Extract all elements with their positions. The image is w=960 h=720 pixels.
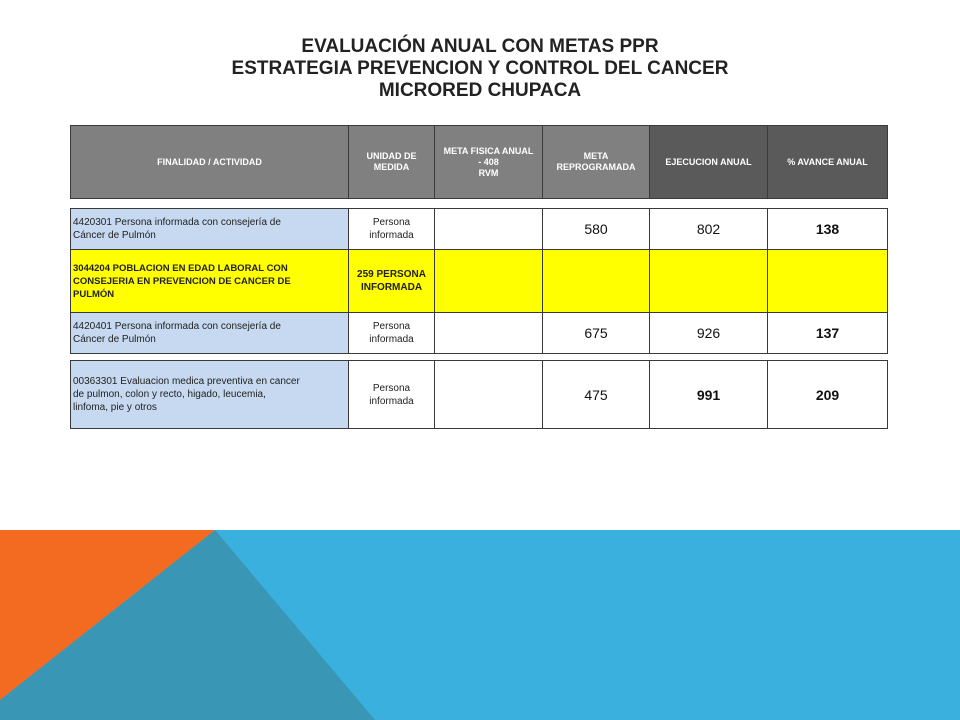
row-meta-fisica [435,361,543,429]
header-ejecucion: EJECUCION ANUAL [650,126,768,199]
row-meta-reprogramada: 580 [543,209,650,250]
row-description: 4420301 Persona informada con consejería de Cáncer de Pulmón [71,209,349,250]
data-table-block-1 [70,208,888,354]
row-unit: Persona informada [349,313,435,354]
table-row [71,313,888,354]
slide-title [0,36,960,102]
row-meta-reprogramada: 675 [543,313,650,354]
header-avance: % AVANCE ANUAL [768,126,888,199]
title-line-2: ESTRATEGIA PREVENCION Y CONTROL DEL CANCER [231,58,729,79]
title-line-1: EVALUACIÓN ANUAL CON METAS PPR [301,36,659,57]
row-ejecucion: 802 [650,209,768,250]
table-row [71,209,888,250]
row-unit: 259 PERSONA INFORMADA [349,250,435,313]
row-ejecucion: 926 [650,313,768,354]
row-meta-reprogramada: 475 [543,361,650,429]
row-ejecucion [650,250,768,313]
row-avance [768,250,888,313]
row-unit: Persona informada [349,361,435,429]
row-meta-fisica [435,313,543,354]
data-table-block-2 [70,360,888,429]
row-description: 00363301 Evaluacion medica preventiva en cancer de pulmon, colon y recto, higado, leucemia, linfoma, pie y otros [71,361,349,429]
header-unidad: UNIDAD DE MEDIDA [349,126,435,199]
row-meta-fisica [435,209,543,250]
title-line-3: MICRORED CHUPACA [378,80,582,101]
row-description: 3044204 POBLACION EN EDAD LABORAL CON CONSEJERIA EN PREVENCION DE CANCER DE PULMÓN [71,250,349,313]
row-description: 4420401 Persona informada con consejería de Cáncer de Pulmón [71,313,349,354]
row-meta-fisica [435,250,543,313]
row-avance: 138 [768,209,888,250]
row-avance: 137 [768,313,888,354]
table-row-highlight [71,250,888,313]
row-avance: 209 [768,361,888,429]
table-row [71,361,888,429]
row-meta-reprogramada [543,250,650,313]
table-header [70,125,888,199]
header-meta-reprogramada: META REPROGRAMADA [543,126,650,199]
row-ejecucion: 991 [650,361,768,429]
header-finalidad: FINALIDAD / ACTIVIDAD [71,126,349,199]
row-unit: Persona informada [349,209,435,250]
header-meta-fisica: META FISICA ANUAL - 408 RVM [435,126,543,199]
